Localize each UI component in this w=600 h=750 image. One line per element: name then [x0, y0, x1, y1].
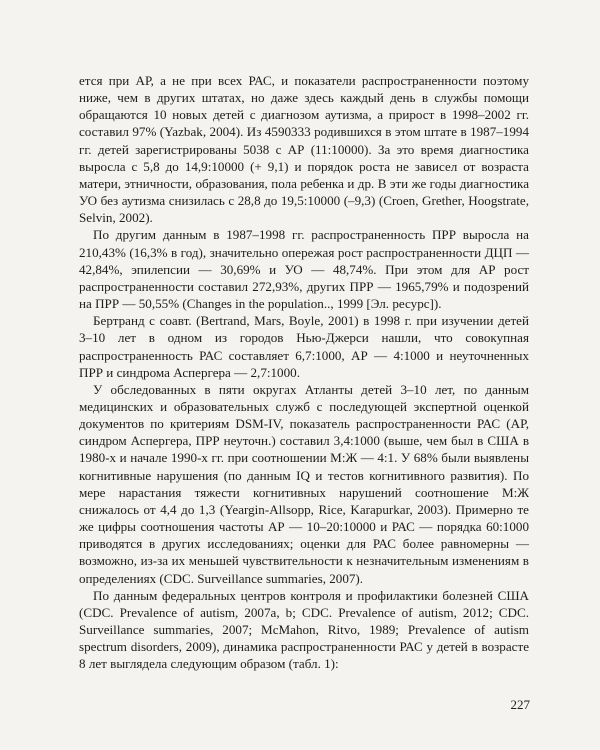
paragraph-ppr-growth: По другим данным в 1987–1998 гг. распространенность ПРР выросла на 210,43% (16,3% в год), значительно опережая рост распространенности ДЦП — 42,84%, эпилепсии — 30,69% и УО — 48,74%. При этом для АР рост распространенности составил 272,93%, других ПРР — 1965,79% и подозрений на ПРР — 50,55% (Changes in the population.., 1999 [Эл. ресурс]).: [79, 227, 529, 312]
paragraph-cdc: По данным федеральных центров контроля и профилактики болезней США (CDC. Prevalence of autism, 2007a, b; CDC. Prevalence of autism, 2012; CDC. Surveillance summaries, 2007; McMahon, Ritvo, 1989; Prevalence of autism spectrum disorders, 2009), динамика распространенности РАС у детей в возрасте 8 лет выглядела следующим образом (табл. 1):: [79, 587, 529, 672]
body-text: [79, 72, 529, 672]
paragraph-continued: ется при АР, а не при всех РАС, и показатели распространенности поэтому ниже, чем в других штатах, но даже здесь каждый день в службы помощи обращаются 10 новых детей с диагнозом аутизма, а прирост в 1998–2002 гг. составил 97% (Yazbak, 2004). Из 4590333 родившихся в этом штате в 1987–1994 гг. детей зарегистрированы 5038 с АР (11:10000). За это время диагностика выросла с 5,8 до 14,9:10000 (+ 9,1) и порядок роста не зависел от возраста матери, этничности, образования, пола ребенка и др. В эти же годы диагностика УО без аутизма снизилась с 28,8 до 19,5:10000 (–9,3) (Croen, Grether, Hoogstrate, Selvin, 2002).: [79, 73, 529, 226]
paragraph-atlanta: У обследованных в пяти округах Атланты детей 3–10 лет, по данным медицинских и образовательных служб с последующей экспертной оценкой документов по критериям DSM-IV, показатель распространенности РАС (АР, синдром Аспергера, ПРР неуточн.) составил 3,4:1000 (выше, чем был в США в 1980-х и начале 1990-х гг. при соотношении М:Ж — 4:1. У 68% были выявлены когнитивные нарушения (по данным IQ и тестов когнитивного развития). По мере нарастания тяжести когнитивных нарушений соотношение М:Ж снижалось от 4,4 до 1,3 (Yeargin-Allsopp, Rice, Karapurkar, 2003). Примерно те же цифры соотношения частоты АР — 10–20:10000 и РАС — порядка 60:1000 приводятся в других исследованиях; оценки для РАС более равномерны — возможно, из-за их меньшей чувствительности к незначительным изменениям в определениях (CDC. Surveillance summaries, 2007).: [79, 381, 529, 586]
page-number: 227: [510, 697, 530, 712]
paragraph-bertrand: Бертранд с соавт. (Bertrand, Mars, Boyle, 2001) в 1998 г. при изучении детей 3–10 лет в одном из городов Нью-Джерси нашли, что совокупная распространенность РАС составляет 6,7:1000, АР — 4:1000 и неуточненных ПРР и синдрома Аспергера — 2,7:1000.: [79, 313, 529, 380]
